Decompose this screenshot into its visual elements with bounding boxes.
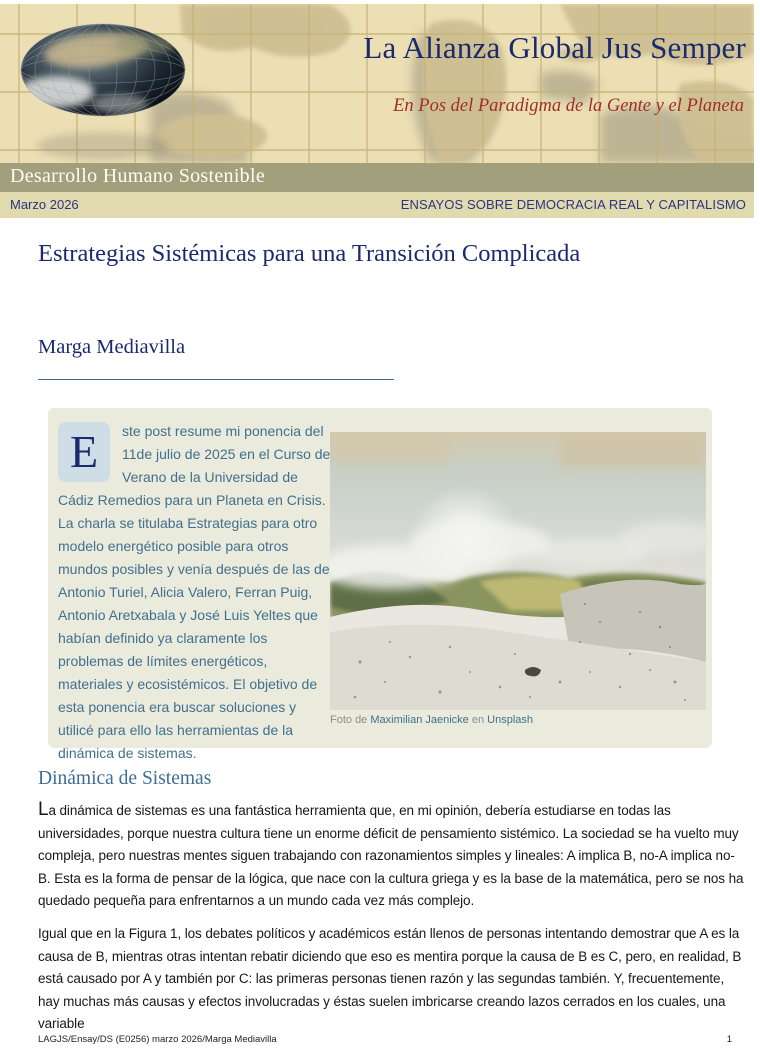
masthead [0, 4, 754, 163]
issue-series: ENSAYOS SOBRE DEMOCRACIA REAL Y CAPITALISMO [400, 197, 746, 212]
earth-globe-icon [8, 12, 198, 163]
footer-reference: LAGJS/Ensay/DS (E0256) marzo 2026/Marga Mediavilla [38, 1034, 277, 1045]
brand-tagline: En Pos del Paradigma de la Gente y el Planeta [393, 96, 744, 116]
caption-prefix: Foto de [330, 714, 371, 726]
mountain-landscape-photo [330, 432, 706, 710]
section-heading: Dinámica de Sistemas [38, 768, 212, 789]
program-banner-label: Desarrollo Humano Sostenible [10, 165, 266, 187]
body-paragraph-1: La dinámica de sistemas es una fantástica herramienta que, en mi opinión, debería estudiarse en todas las universidades, porque nuestra cultura tiene un enorme déficit de pensamiento sistémico. La sociedad se ha vuelto muy compleja, pero nuestras mentes siguen trabajando con razonamientos simples y lineales: A implica B, no-A implica no-B. Esta es la forma de pensar de la lógica, que nace con la cultura griega y es la base de la matemática, pero se nos ha quedado pequeña para enfrentarnos a un mundo cada vez más complejo. [38, 799, 744, 908]
issue-date: Marzo 2026 [10, 197, 79, 212]
dropcap-letter: E [58, 422, 110, 482]
caption-middle: en [468, 714, 488, 726]
photo-caption [330, 714, 533, 726]
caption-author-link[interactable]: Maximilian Jaenicke [370, 714, 469, 726]
author-rule-divider [38, 379, 394, 380]
article-photo [330, 432, 706, 710]
body-paragraph-2: Igual que en la Figura 1, los debates políticos y académicos están llenos de personas intentando demostrar que A es la causa de B, mientras otras intentan rebatir diciendo que eso es mentira porque la causa de B es C, pero, en realidad, B está causado por A y también por C: las primeras personas tienen razón y las segundas también. Y, frecuentemente, hay muchas más causas y efectos involucradas y éstas suelen imbricarse creando lazos cerrados en los cuales, una variable [38, 926, 742, 1031]
intro-text-body: ste post resume mi ponencia del 11de julio de 2025 en el Curso de Verano de la Universidad de Cádiz Remedios para un Planeta en Crisis. La charla se titulaba Estrategias para otro modelo energético posible para otros mundos posibles y venía después de las de Antonio Turiel, Alicia Valero, Ferran Puig, Antonio Aretxabala y José Luis Yeltes que habían definido ya claramente los problemas de límites energéticos, materiales y ecosistémicos. El objetivo de esta ponencia era buscar soluciones y utilicé para ello las herramientas de la dinámica de sistemas. [58, 423, 331, 761]
program-banner [0, 163, 754, 192]
footer-page-number: 1 [726, 1034, 732, 1045]
caption-source-link[interactable]: Unsplash [487, 714, 534, 726]
intro-summary-box [48, 408, 712, 761]
intro-text [58, 420, 332, 765]
article-author: Marga Mediavilla [38, 336, 186, 358]
issue-bar [0, 192, 754, 218]
brand-title: La Alianza Global Jus Semper [363, 30, 746, 65]
article-title: Estrategias Sistémicas para una Transición Complicada [38, 240, 581, 267]
